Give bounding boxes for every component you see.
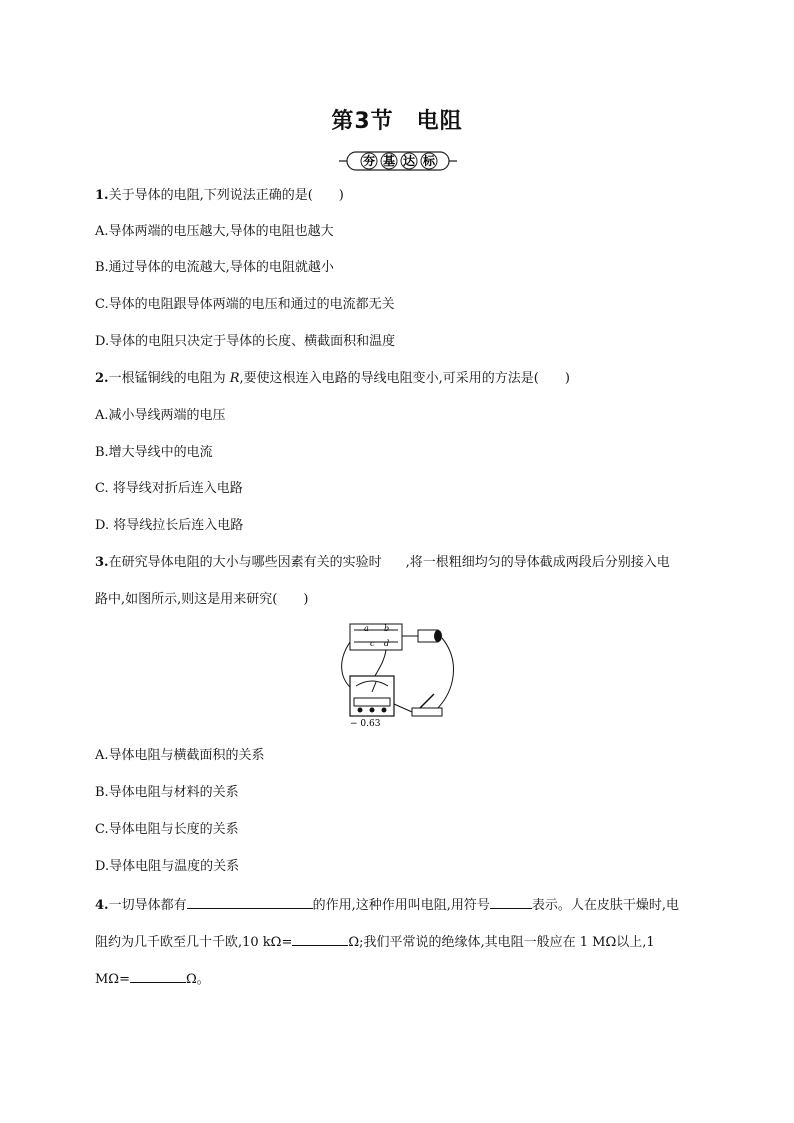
label-c: c xyxy=(370,639,375,648)
option-2b: B.增大导线中的电流 xyxy=(95,445,213,460)
option-3b: B.导体电阻与材料的关系 xyxy=(95,785,239,800)
circuit-figure xyxy=(336,620,466,730)
option-1b: B.通过导体的电流越大,导体的电阻就越小 xyxy=(95,260,334,275)
option-3a: A.导体电阻与横截面积的关系 xyxy=(95,748,265,763)
section-banner xyxy=(339,150,457,172)
banner-char: 夯 xyxy=(362,154,376,168)
answer-blank[interactable] xyxy=(292,933,348,946)
option-2d: D. 将导线拉长后连入电路 xyxy=(95,518,244,533)
option-1c: C.导体的电阻跟导体两端的电压和通过的电流都无关 xyxy=(95,297,395,312)
answer-blank[interactable] xyxy=(187,896,313,909)
option-2a: A.减小导线两端的电压 xyxy=(95,408,226,423)
option-1d: D.导体的电阻只决定于导体的长度、横截面积和温度 xyxy=(95,334,396,349)
question-number: 3. xyxy=(95,555,109,570)
option-2c: C. 将导线对折后连入电路 xyxy=(95,481,243,496)
question-number: 4. xyxy=(95,898,109,913)
option-3c: C.导体电阻与长度的关系 xyxy=(95,822,239,837)
label-a: a xyxy=(364,624,369,633)
switch xyxy=(412,708,442,716)
answer-blank[interactable] xyxy=(490,896,532,909)
option-3d: D.导体电阻与温度的关系 xyxy=(95,859,240,874)
label-d: d xyxy=(384,639,390,648)
banner-char: 基 xyxy=(382,154,396,168)
conductor-board xyxy=(350,624,402,650)
question-3-stem-line2: 路中,如图所示,则这是用来研究( ) xyxy=(95,592,309,607)
label-b: b xyxy=(384,624,390,633)
answer-blank[interactable] xyxy=(130,970,186,983)
question-4-line2: 阻约为几千欧至几十千欧,10 kΩ= Ω;我们平常说的绝缘体,其电阻一般应在 1 MΩ以上,1 xyxy=(95,935,655,950)
question-3-stem: 3.在研究导体电阻的大小与哪些因素有关的实验时 ,将一根粗细均匀的导体截成两段后分别接入电 xyxy=(95,555,670,570)
banner-char: 达 xyxy=(402,154,416,168)
meter-label: − 0.63 xyxy=(350,719,381,729)
option-1a: A.导体两端的电压越大,导体的电阻也越大 xyxy=(95,224,334,239)
banner-char: 标 xyxy=(422,154,436,168)
question-2-stem: 2.一根锰铜线的电阻为 R,要使这根连入电路的导线电阻变小,可采用的方法是( ) xyxy=(95,371,570,386)
question-number: 2. xyxy=(95,371,109,386)
question-number: 1. xyxy=(95,188,109,203)
question-4-line1: 4.一切导体都有 的作用,这种作用叫电阻,用符号 表示。人在皮肤干燥时,电 xyxy=(95,898,679,913)
question-4-line3: MΩ= Ω。 xyxy=(95,972,210,987)
question-1-stem: 1.关于导体的电阻,下列说法正确的是( ) xyxy=(95,188,344,203)
page-title: 第3节 电阻 xyxy=(331,109,463,134)
